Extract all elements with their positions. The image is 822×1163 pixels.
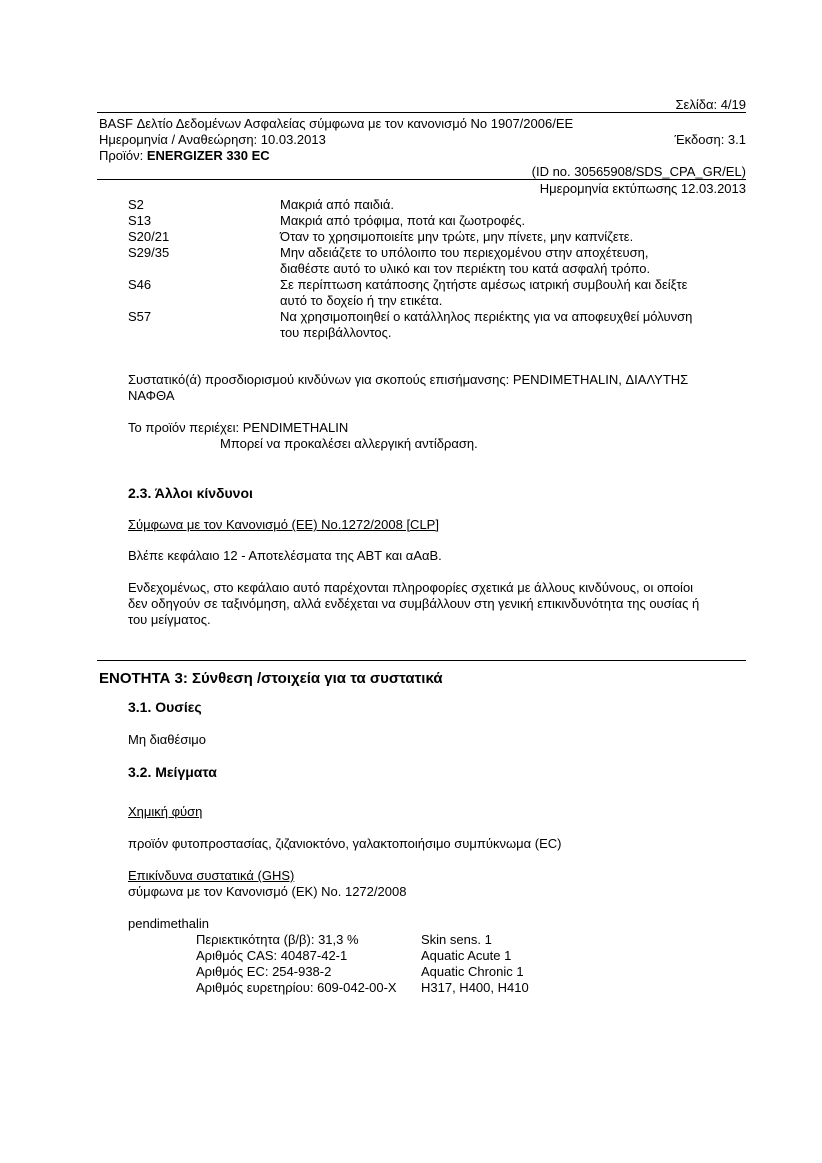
hazard-statements: H317, H400, H410 [421,980,529,995]
allergy-warning: Μπορεί να προκαλέσει αλλεργική αντίδραση. [220,436,478,451]
id-number: (ID no. 30565908/SDS_CPA_GR/EL) [531,164,746,179]
s-phrase-text: Σε περίπτωση κατάποσης ζητήστε αμέσως ιατρική συμβουλή και δείξτε [280,277,688,292]
substances-text: Μη διαθέσιμο [128,732,206,747]
hazard-class: Skin sens. 1 [421,932,492,947]
header-top-rule [97,112,746,113]
product-name: ENERGIZER 330 EC [146,148,270,163]
s-phrase-text: Μακριά από τρόφιμα, ποτά και ζωοτροφές. [280,213,526,228]
substance-name: pendimethalin [128,916,209,931]
pbt-reference: Βλέπε κεφάλαιο 12 - Αποτελέσματα της ΑΒΤ και αΑαΒ. [128,548,442,563]
other-hazards-line: του μείγματος. [128,612,211,627]
chemical-nature-label: Χημική φύση [128,804,203,819]
substance-property: Αριθμός ευρετηρίου: 609-042-00-X [196,980,397,995]
s-phrase-text: Όταν το χρησιμοποιείτε μην τρώτε, μην πίνετε, μην καπνίζετε. [280,229,634,244]
s-phrase-text: του περιβάλλοντος. [280,325,392,340]
ghs-components-label: Επικίνδυνα συστατικά (GHS) [128,868,295,883]
s-phrase-code: S57 [128,309,152,324]
product-label: Προϊόν: [99,148,147,163]
page-number: Σελίδα: 4/19 [675,97,746,112]
hazard-components-line: ΝΑΦΘΑ [128,388,175,403]
s-phrase-text: Μην αδειάζετε το υπόλοιπο του περιεχομένου στην αποχέτευση, [280,245,649,260]
ghs-regulation: σύμφωνα με τον Κανονισμό (ΕΚ) No. 1272/2008 [128,884,407,899]
s-phrase-text: Μακριά από παιδιά. [280,197,395,212]
hazard-components-line: Συστατικό(ά) προσδιορισμού κινδύνων για σκοπούς επισήμανσης: PENDIMETHALIN, ΔΙΑΛΥΤΗΣ [128,372,689,387]
document-title: BASF Δελτίο Δεδομένων Ασφαλείας σύμφωνα με τον κανονισμό No 1907/2006/ΕΕ [99,116,574,131]
product-line [99,148,270,164]
s-phrase-code: S13 [128,213,152,228]
chemical-nature: προϊόν φυτοπροστασίας, ζιζανιοκτόνο, γαλακτοποιήσιμο συμπύκνωμα (EC) [128,836,562,851]
s-phrase-text: αυτό το δοχείο ή την ετικέτα. [280,293,443,308]
section-3-1-heading: 3.1. Ουσίες [128,699,202,715]
other-hazards-line: δεν οδηγούν σε ταξινόμηση, αλλά ενδέχεται να συμβάλλουν στη γενική επικινδυνότητα της ουσίας ή [128,596,700,611]
header-bottom-rule [97,179,746,180]
s-phrase-code: S20/21 [128,229,170,244]
s-phrase-code: S29/35 [128,245,170,260]
product-contains: Το προϊόν περιέχει: PENDIMETHALIN [128,420,349,435]
s-phrase-code: S2 [128,197,144,212]
substance-property: Αριθμός EC: 254-938-2 [196,964,332,979]
section-3-heading: ΕΝΟΤΗΤΑ 3: Σύνθεση /στοιχεία για τα συστατικά [99,670,443,687]
s-phrase-code: S46 [128,277,152,292]
substance-property: Αριθμός CAS: 40487-42-1 [196,948,348,963]
section-3-2-heading: 3.2. Μείγματα [128,764,217,780]
section-2-3-heading: 2.3. Άλλοι κίνδυνοι [128,485,253,501]
substance-property: Περιεκτικότητα (β/β): 31,3 % [196,932,359,947]
s-phrase-text: Να χρησιμοποιηθεί ο κατάλληλος περιέκτης για να αποφευχθεί μόλυνση [280,309,693,324]
s-phrase-text: διαθέστε αυτό το υλικό και τον περιέκτη του κατά ασφαλή τρόπο. [280,261,651,276]
other-hazards-line: Ενδεχομένως, στο κεφάλαιο αυτό παρέχονται πληροφορίες σχετικά με άλλους κινδύνους, οι οποίοι [128,580,694,595]
revision-date: Ημερομηνία / Αναθεώρηση: 10.03.2013 [99,132,326,147]
version: Έκδοση: 3.1 [674,132,746,147]
section-3-rule [97,660,746,661]
clp-regulation: Σύμφωνα με τον Κανονισμό (ΕΕ) No.1272/2008 [CLP] [128,517,439,532]
hazard-class: Aquatic Chronic 1 [421,964,524,979]
print-date: Ημερομηνία εκτύπωσης 12.03.2013 [539,181,746,196]
hazard-class: Aquatic Acute 1 [421,948,512,963]
